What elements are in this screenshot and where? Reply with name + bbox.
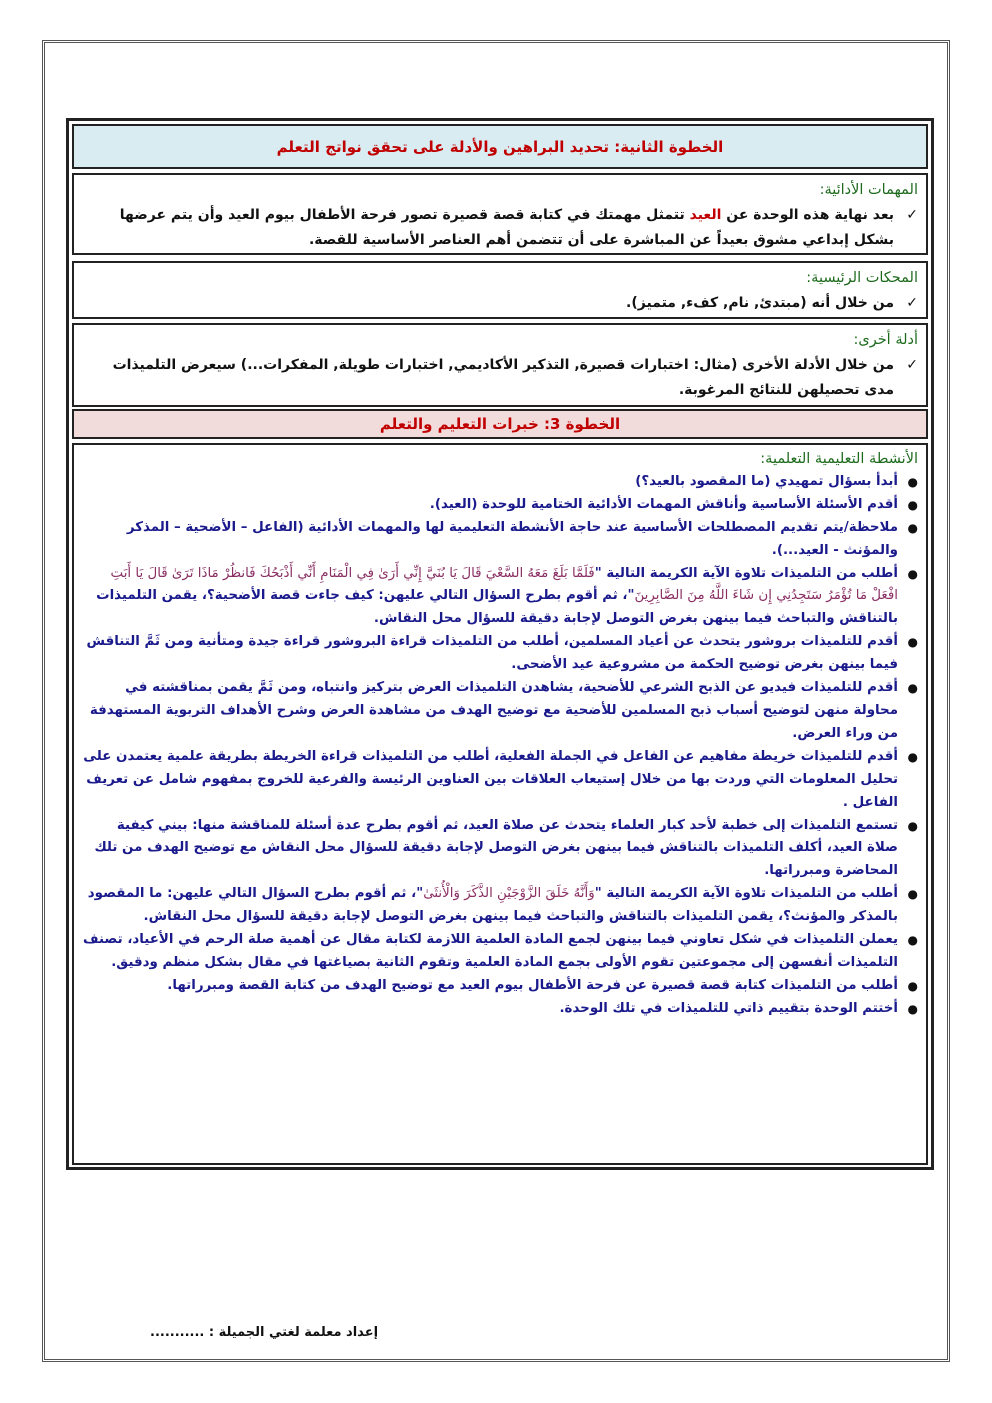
activity-post: "، ثم أقوم بطرح السؤال التالي عليهن: كيف جاءت قصة الأضحية؟، يقمن التلميذات بالتناقش والتباحث فيما بينهن بغرض التوصل لإجابة دقيقة للسؤال محل النقاش. xyxy=(96,588,898,627)
activity-pre: أطلب من التلميذات تلاوة الآية الكريمة التالية " xyxy=(594,886,898,902)
bullet-icon: ● xyxy=(907,978,918,993)
criteria-section xyxy=(72,261,928,319)
bullet-icon: ● xyxy=(907,887,918,902)
bullet-icon: ● xyxy=(907,497,918,512)
bullet-icon: ● xyxy=(907,818,918,833)
tasks-text xyxy=(82,203,894,253)
criteria-text: من خلال أنه (مبتدئ, نام, كفء, متميز). xyxy=(626,295,894,311)
activity-item xyxy=(82,975,918,998)
other-evidence-text: من خلال الأدلة الأخرى (مثال: اختبارات قصيرة, التذكير الأكاديمي, اختبارات طويلة, المفكرات...) سيعرض التلميذات مدى تحصيلهن للنتائج المرغوبة. xyxy=(112,357,894,398)
check-icon: ✓ xyxy=(906,357,918,373)
step2-header-text: الخطوة الثانية: تحديد البراهين والأدلة على تحقق نواتج التعلم xyxy=(276,137,724,156)
activity-item xyxy=(82,563,918,632)
activity-item xyxy=(82,494,918,517)
activity-text xyxy=(82,631,898,677)
tasks-prefix: بعد نهاية هذه الوحدة عن xyxy=(726,207,894,223)
footer-label: إعداد معلمة لغتي الجميلة : xyxy=(208,1325,379,1340)
step3-header-text: الخطوة 3: خبرات التعليم والتعلم xyxy=(379,415,621,433)
tasks-highlight: العيد xyxy=(689,207,722,223)
activity-text xyxy=(82,517,898,563)
activity-pre: يعملن التلميذات في شكل تعاوني فيما بينهن لجمع المادة العلمية اللازمة لكتابة مقال عن أهمية صلة الرحم في الأعياد، تصنف التلميذات أنفسهن إلى مجموعتين تقوم الأولى بجمع المادة العلمية وتقوم الثانية بصياغتها في مقال بشكل منظم ودقيق. xyxy=(83,932,898,970)
bullet-icon: ● xyxy=(907,474,918,489)
check-icon: ✓ xyxy=(906,295,918,311)
bullet-icon: ● xyxy=(907,635,918,650)
quran-verse: فَلَمَّا بَلَغَ مَعَهُ السَّعْيَ قَالَ يَا بُنَيَّ إِنِّي أَرَىٰ فِي الْمَنَامِ أَنِّي أَذْبَحُكَ فَانظُرْ مَاذَا تَرَىٰ قَالَ يَا أَبَتِ افْعَلْ مَا تُؤْمَرُ سَتَجِدُنِي إِن شَاءَ اللَّهُ مِنَ الصَّابِرِينَ xyxy=(110,565,898,604)
activity-pre: أقدم للتلميذات فيديو عن الذبح الشرعي للأضحية، يشاهدن التلميذات العرض بتركيز وانتباه، ومن ثَمَّ يقمن بمناقشته في محاولة منهن لتوضيح أسباب ذبح المسلمين للأضحية مع توضيح الهدف من مشاهدة العرض وشرح الأهداف التربوية المستهدفة من وراء العرض. xyxy=(89,680,898,741)
step2-header xyxy=(72,124,928,169)
other-evidence-section xyxy=(72,323,928,407)
activity-pre: أختتم الوحدة بتقييم ذاتي للتلميذات في تلك الوحدة. xyxy=(559,1000,898,1016)
activity-text xyxy=(82,677,898,746)
activities-list xyxy=(82,471,918,1021)
bullet-icon: ● xyxy=(907,566,918,581)
activity-item xyxy=(82,746,918,815)
activity-text xyxy=(82,746,898,815)
footer xyxy=(150,1325,378,1340)
bullet-icon: ● xyxy=(907,749,918,764)
bullet-icon: ● xyxy=(907,681,918,696)
activity-post: "، ثم أقوم بطرح السؤال التالي عليهن: ما المقصود بالمذكر والمؤنث؟، يقمن التلميذات بالتناقش والتباحث فيما بينهن بغرض التوصل لإجابة دقيقة للسؤال محل النقاش. xyxy=(87,886,898,925)
criteria-title: المحكات الرئيسية: xyxy=(806,270,918,286)
activity-pre: ملاحظة/يتم تقديم المصطلحات الأساسية عند حاجة الأنشطة التعليمية لها والمهمات الأدائية (الفاعل – الأضحية – المذكر والمؤنث - العيد...). xyxy=(126,519,898,558)
activity-pre: أقدم الأسئلة الأساسية وأناقش المهمات الأدائية الختامية للوحدة (العيد). xyxy=(429,496,898,512)
tasks-title: المهمات الأدائية: xyxy=(819,182,918,198)
footer-dots: ........... xyxy=(150,1325,205,1340)
activity-item xyxy=(82,471,918,494)
activity-text xyxy=(82,563,898,632)
check-icon: ✓ xyxy=(906,207,918,223)
activity-item xyxy=(82,677,918,746)
plan-table xyxy=(66,118,934,1170)
bullet-icon: ● xyxy=(907,933,918,948)
activity-pre: أطلب من التلميذات تلاوة الآية الكريمة التالية " xyxy=(594,565,898,581)
tasks-rest: تتمثل مهمتك في كتابة قصة قصيرة تصور فرحة الأطفال بيوم العيد وأن يتم عرضها بشكل إبداعي مشوق بعيداً عن المباشرة على أن تتضمن أهم العناصر الأساسية للقصة. xyxy=(119,207,894,248)
other-evidence-title: أدلة أخرى: xyxy=(853,332,918,348)
activity-text xyxy=(82,815,898,884)
activities-section xyxy=(72,443,928,1165)
activity-text xyxy=(82,883,898,929)
activity-item xyxy=(82,929,918,975)
bullet-icon: ● xyxy=(907,520,918,535)
bullet-icon: ● xyxy=(907,1001,918,1016)
activity-pre: أبدأ بسؤال تمهيدي (ما المقصود بالعيد؟) xyxy=(635,473,898,489)
quran-verse: وَأَنَّهُ خَلَقَ الزَّوْجَيْنِ الذَّكَرَ وَالْأُنثَىٰ xyxy=(423,886,595,902)
activity-item xyxy=(82,631,918,677)
activity-pre: أطلب من التلميذات كتابة قصة قصيرة عن فرحة الأطفال بيوم العيد مع توضيح الهدف من كتابة القصة ومبرراتها. xyxy=(167,977,898,993)
activity-item xyxy=(82,815,918,884)
step3-header xyxy=(72,409,928,439)
activity-item xyxy=(82,883,918,929)
activities-title: الأنشطة التعليمية التعلمية: xyxy=(760,451,918,467)
activity-text xyxy=(82,998,898,1021)
activity-text xyxy=(82,975,898,998)
activity-pre: تستمع التلميذات إلى خطبة لأحد كبار العلماء يتحدث عن صلاة العيد، ثم أقوم بطرح عدة أسئلة للمناقشة منها: بيني كيفية صلاة العيد، أكلف التلميذات بالتناقش فيما بينهن بغرض التوصل لإجابة دقيقة للسؤال محل النقاش مع توضيح الهدف من تلك المحاضرة ومبرراتها. xyxy=(94,817,898,879)
activity-item xyxy=(82,517,918,563)
tasks-section xyxy=(72,173,928,255)
activity-item xyxy=(82,998,918,1021)
activity-text xyxy=(82,494,898,517)
activity-text xyxy=(82,471,898,494)
activity-pre: أقدم للتلميذات خريطة مفاهيم عن الفاعل في الجملة الفعلية، أطلب من التلميذات قراءة الخريطة بطريقة علمية يعتمدن على تحليل المعلومات التي وردت بها من خلال إستيعاب العلاقات بين العناوين الرئيسة والفرعية للخروج بمفهوم شامل عن تعريف الفاعل . xyxy=(83,748,898,810)
activity-text xyxy=(82,929,898,975)
activity-pre: أقدم للتلميذات بروشور يتحدث عن أعياد المسلمين، أطلب من التلميذات قراءة البروشور قراءة جيدة ومتأنية ومن ثَمَّ التناقش فيما بينهن بغرض توضيح الحكمة من مشروعية عيد الأضحى. xyxy=(86,634,898,673)
